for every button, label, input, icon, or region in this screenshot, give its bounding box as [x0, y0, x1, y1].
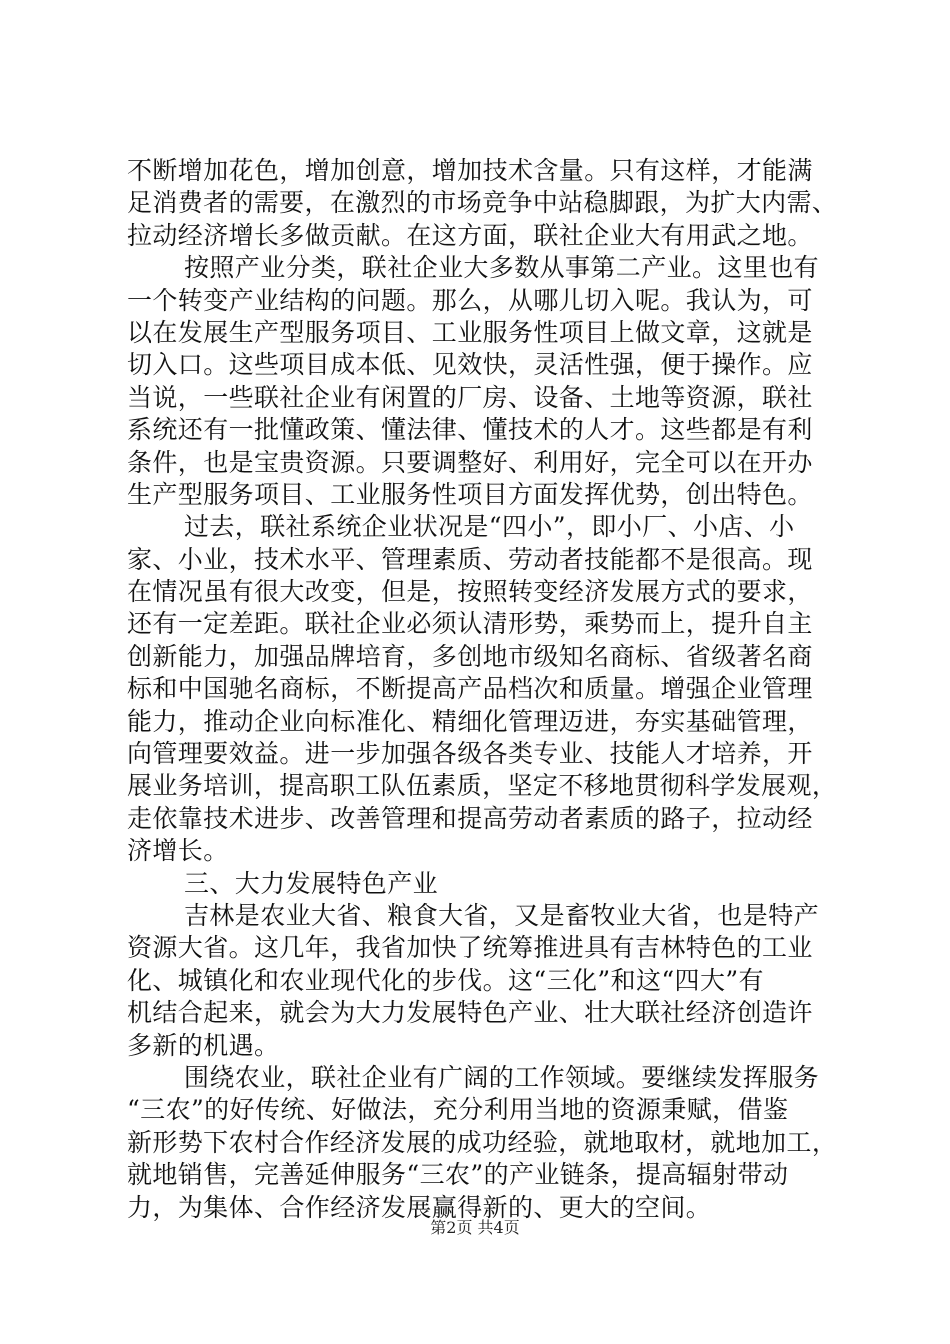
text-line: 标和中国驰名商标，不断提高产品档次和质量。增强企业管理 — [127, 674, 813, 704]
text-line: 一个转变产业结构的问题。那么，从哪儿切入呢。我认为，可 — [127, 285, 813, 315]
text-line: 吉林是农业大省、粮食大省，又是畜牧业大省，也是特产 — [184, 900, 820, 930]
text-line: 新形势下农村合作经济发展的成功经验，就地取材，就地加工， — [127, 1127, 838, 1157]
text-line: 按照产业分类，联社企业大多数从事第二产业。这里也有 — [184, 253, 820, 283]
page-footer: 第2页 共4页 — [430, 1218, 520, 1237]
text-line: 生产型服务项目、工业服务性项目方面发挥优势，创出特色。 — [127, 479, 813, 509]
text-line: 系统还有一批懂政策、懂法律、懂技术的人才。这些都是有利 — [127, 415, 813, 445]
text-line: 家、小业，技术水平、管理素质、劳动者技能都不是很高。现 — [127, 544, 813, 574]
text-line: 机结合起来，就会为大力发展特色产业、壮大联社经济创造许 — [127, 998, 813, 1028]
text-line: 多新的机遇。 — [127, 1030, 280, 1060]
text-line: 不断增加花色，增加创意，增加技术含量。只有这样，才能满 — [127, 156, 813, 185]
text-line: 力，为集体、合作经济发展赢得新的、更大的空间。 — [127, 1192, 712, 1222]
text-line: 在情况虽有很大改变，但是，按照转变经济发展方式的要求， — [127, 577, 813, 607]
text-line: 展业务培训，提高职工队伍素质，坚定不移地贯彻科学发展观， — [127, 771, 838, 801]
text-line: 围绕农业，联社企业有广阔的工作领域。要继续发挥服务 — [184, 1062, 820, 1092]
text-line: 条件，也是宝贵资源。只要调整好、利用好，完全可以在开办 — [127, 447, 813, 477]
text-line: 以在发展生产型服务项目、工业服务性项目上做文章，这就是 — [127, 317, 813, 347]
text-line: 当说，一些联社企业有闲置的厂房、设备、土地等资源，联社 — [127, 382, 813, 412]
text-line: 能力，推动企业向标准化、精细化管理迈进，夯实基础管理， — [127, 706, 813, 736]
text-line: 足消费者的需要，在激烈的市场竞争中站稳脚跟，为扩大内需、 — [127, 188, 838, 218]
text-line: 过去，联社系统企业状况是“四小”，即小厂、小店、小 — [184, 512, 795, 542]
text-line: 济增长。 — [127, 836, 229, 866]
text-line: 走依靠技术进步、改善管理和提高劳动者素质的路子，拉动经 — [127, 803, 813, 833]
text-line: 还有一定差距。联社企业必须认清形势，乘势而上，提升自主 — [127, 609, 813, 639]
text-line: 化、城镇化和农业现代化的步伐。这“三化”和这“四大”有 — [127, 965, 764, 995]
text-line: 三、大力发展特色产业 — [184, 868, 439, 898]
body-text — [127, 155, 837, 1224]
text-line: 切入口。这些项目成本低、见效快，灵活性强，便于操作。应 — [127, 350, 813, 380]
text-line: 就地销售，完善延伸服务“三农”的产业链条，提高辐射带动 — [127, 1160, 789, 1190]
text-line: 资源大省。这几年，我省加快了统筹推进具有吉林特色的工业 — [127, 933, 813, 963]
text-line: “三农”的好传统、好做法，充分利用当地的资源秉赋，借鉴 — [127, 1095, 789, 1125]
text-line: 创新能力，加强品牌培育，多创地市级知名商标、省级著名商 — [127, 641, 813, 671]
text-line: 拉动经济增长多做贡献。在这方面，联社企业大有用武之地。 — [127, 220, 813, 250]
text-line: 向管理要效益。进一步加强各级各类专业、技能人才培养，开 — [127, 739, 813, 769]
